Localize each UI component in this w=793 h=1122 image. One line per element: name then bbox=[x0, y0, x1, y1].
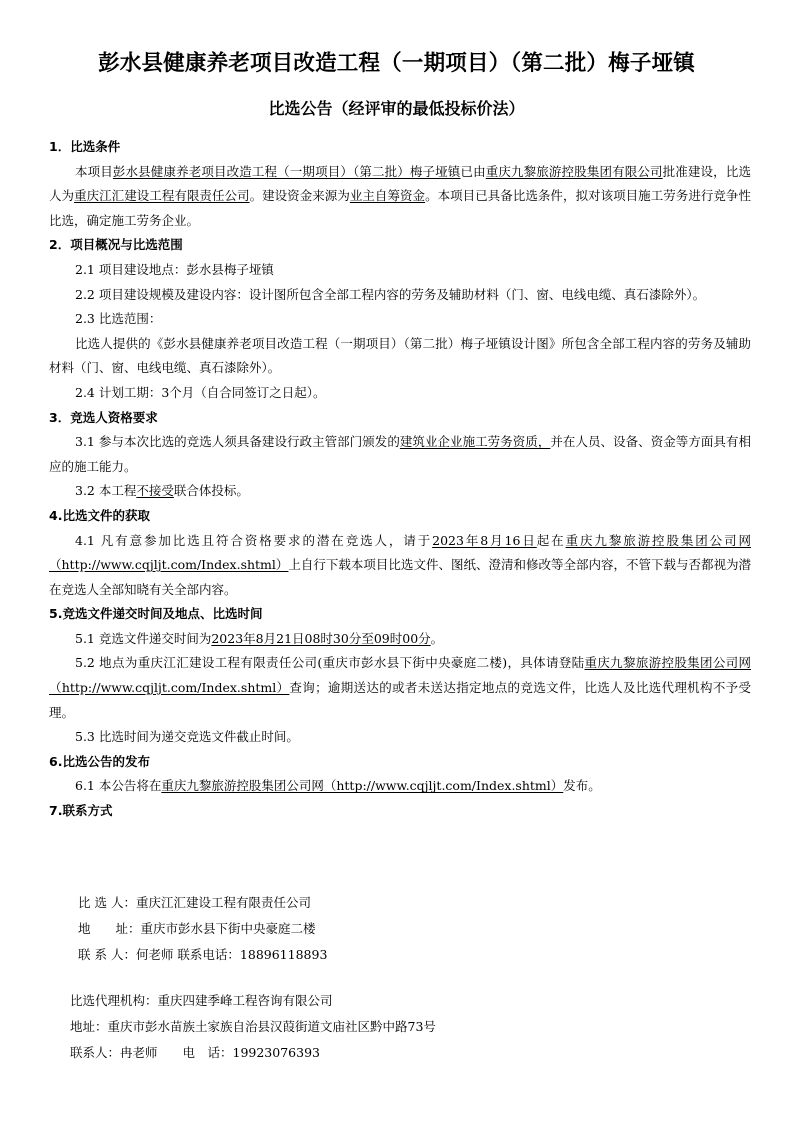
agency-contact-line: 联系人：冉老师 电 话：19923076393 bbox=[70, 1045, 320, 1060]
document-title: 彭水县健康养老项目改造工程（一期项目）（第二批）梅子垭镇 bbox=[98, 51, 695, 76]
text-span: 。建设资金来源为 bbox=[249, 188, 350, 204]
tenderer-line: 比 选 人：重庆江汇建设工程有限责任公司 bbox=[78, 895, 311, 910]
paragraph-duration: 2.4 计划工期：3个月（自合同签订之日起）。 bbox=[75, 384, 326, 400]
text-span: 5.1 竞选文件递交时间为 bbox=[75, 630, 212, 646]
document-subtitle: 比选公告（经评审的最低投标价法） bbox=[268, 99, 525, 118]
text-span: 6.1 本公告将在 bbox=[75, 778, 162, 794]
section-heading-documents: 4.比选文件的获取 bbox=[49, 507, 150, 523]
text-span: 起在 bbox=[536, 532, 566, 548]
paragraph-publication bbox=[49, 774, 751, 799]
text-span: 5.2 地点为重庆江汇建设工程有限责任公司(重庆市彭水县下街中央豪庭二楼)，具体请登陆 bbox=[75, 655, 585, 671]
paragraph-submission-time bbox=[49, 627, 751, 652]
website-link[interactable]: 重庆九黎旅游控股集团公司网（http://www.cqjljt.com/Index.shtml） bbox=[161, 778, 564, 794]
text-span: 联合体投标。 bbox=[173, 483, 249, 499]
section-heading-conditions: 1．比选条件 bbox=[49, 139, 121, 154]
text-span: 查询；逾期送达的或者未送达指定地点的竞选文件，比选人及比选代理机构不予受理。 bbox=[49, 680, 751, 720]
text-span: 。本项目已具备比选条件，拟对该项目施工劳务进行竞争性比选，确定施工劳务企业。 bbox=[49, 188, 751, 228]
paragraph-scale: 2.2 项目建设规模及建设内容：设计图所包含全部工程内容的劳务及辅助材料（门、窗、电线电缆、真石漆除外）。 bbox=[75, 286, 706, 302]
text-span: 发布。 bbox=[563, 778, 601, 794]
section-heading-submission: 5.竞选文件递交时间及地点、比选时间 bbox=[49, 606, 263, 622]
agency-line: 比选代理机构：重庆四建季峰工程咨询有限公司 bbox=[70, 993, 333, 1008]
paragraph-submission-place bbox=[49, 651, 751, 725]
funding-source: 业主自筹资金 bbox=[349, 188, 426, 204]
tenderer-contact-block bbox=[78, 890, 327, 968]
announcement-body bbox=[49, 135, 751, 824]
text-span: 3.1 参与本次比选的竞选人须具备建设行政主管部门颁发的 bbox=[75, 434, 400, 450]
tenderer-name: 重庆江汇建设工程有限责任公司 bbox=[74, 188, 250, 204]
agency-contact-block bbox=[70, 988, 436, 1066]
paragraph-documents bbox=[49, 529, 751, 603]
text-span: 。 bbox=[430, 630, 444, 646]
paragraph-qualification bbox=[49, 430, 751, 479]
paragraph-location: 2.1 项目建设地点：彭水县梅子垭镇 bbox=[75, 261, 274, 277]
paragraph-consortium bbox=[49, 479, 751, 504]
start-date: 2023年8月16日 bbox=[432, 532, 537, 548]
text-span: 3.2 本工程 bbox=[75, 483, 137, 499]
agency-address-line: 地址：重庆市彭水苗族土家族自治县汉葭街道文庙社区黔中路73号 bbox=[70, 1019, 436, 1034]
section-heading-contact: 7.联系方式 bbox=[49, 803, 113, 819]
approver-name: 重庆九黎旅游控股集团有限公司 bbox=[485, 163, 663, 179]
section-heading-publication: 6.比选公告的发布 bbox=[49, 753, 150, 769]
paragraph-conditions bbox=[49, 160, 751, 234]
website-link[interactable]: 重庆九黎旅游控股集团公司网（http://www.cqjljt.com/Index.shtml） bbox=[49, 532, 751, 573]
consortium-rule: 不接受 bbox=[136, 483, 174, 499]
paragraph-scope-label: 2.3 比选范围： bbox=[75, 311, 162, 327]
paragraph-selection-time: 5.3 比选时间为递交竞选文件截止时间。 bbox=[75, 729, 299, 745]
text-span: 4.1 凡有意参加比选且符合资格要求的潜在竞选人，请于 bbox=[75, 532, 433, 548]
website-link[interactable]: 重庆九黎旅游控股集团公司网（http://www.cqjljt.com/Index.shtml） bbox=[49, 655, 751, 696]
text-span: 批准建设，比选人为 bbox=[49, 163, 751, 204]
tenderer-contact-line: 联 系 人：何老师 联系电话：18896118893 bbox=[78, 947, 328, 962]
submission-time: 2023年8月21日08时30分至09时00分 bbox=[211, 630, 431, 646]
text-span: 本项目 bbox=[75, 163, 113, 179]
text-span: 已由 bbox=[460, 163, 486, 179]
tenderer-address-line: 地 址：重庆市彭水县下街中央豪庭二楼 bbox=[78, 921, 316, 936]
text-span: 上自行下载本项目比选文件、图纸、澄清和修改等全部内容，不管下载与否都视为潜在竞选人全部知晓有关全部内容。 bbox=[49, 557, 751, 597]
text-span: 并在人员、设备、资金等方面具有相应的施工能力。 bbox=[49, 434, 751, 474]
section-heading-qualification: 3．竞选人资格要求 bbox=[49, 409, 158, 425]
project-name: 彭水县健康养老项目改造工程（一期项目）（第二批）梅子垭镇 bbox=[112, 163, 461, 179]
required-qualification: 建筑业企业施工劳务资质， bbox=[399, 434, 551, 450]
paragraph-scope: 比选人提供的《彭水县健康养老项目改造工程（一期项目）（第二批）梅子垭镇设计图》所包含全部工程内容的劳务及辅助材料（门、窗、电线电缆、真石漆除外）。 bbox=[49, 335, 751, 376]
section-heading-overview: 2．项目概况与比选范围 bbox=[49, 237, 183, 253]
